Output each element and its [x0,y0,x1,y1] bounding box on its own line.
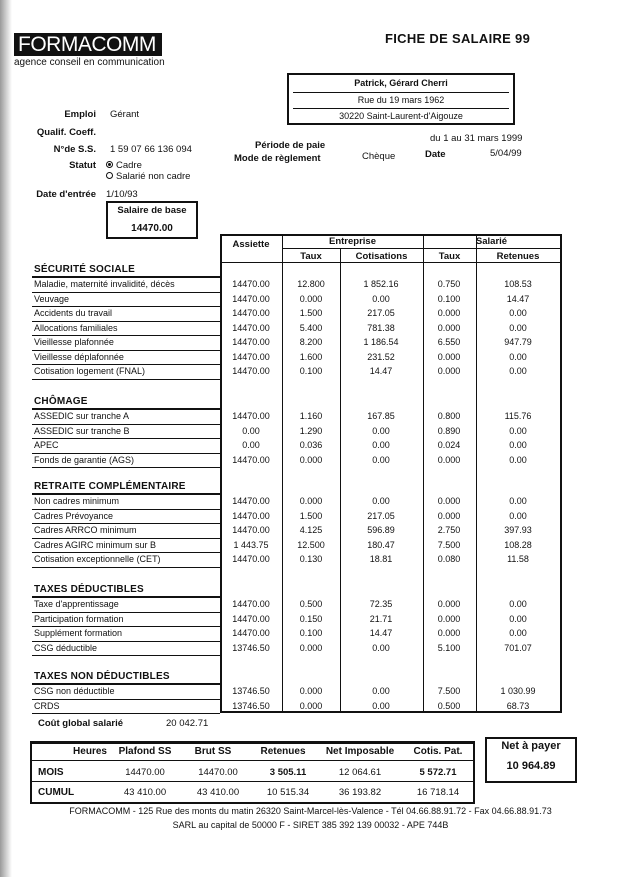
table-row-label: Participation formation [34,613,124,624]
table-row-label: CSG déductible [34,642,98,653]
employee-address-box [287,73,515,125]
summary-rule [30,802,475,804]
section-title: SÉCURITÉ SOCIALE [34,264,135,275]
table-cell: 0.000 [299,454,323,465]
summary-header: Plafond SS [118,746,172,757]
table-row-label: Supplément formation [34,628,123,638]
table-cell: 0.00 [372,686,390,696]
header-assiette: Assiette [232,239,270,250]
table-cell: 0.000 [437,366,461,376]
section-title: CHÔMAGE [34,396,88,407]
table-cell: 0.100 [437,293,461,304]
table-cell: 0.00 [509,613,527,624]
net-a-payer-value: 10 964.89 [506,760,556,772]
summary-rule [30,741,475,744]
table-cell: 1.600 [299,351,323,362]
table-cell: 14470.00 [232,308,270,318]
table-cell: 0.00 [509,599,527,609]
scan-edge-shadow [0,0,12,877]
document-title: FICHE DE SALAIRE 99 [385,31,531,46]
qualif-label: Qualif. Coeff. [36,127,96,138]
summary-cell: 3 505.11 [269,767,307,778]
table-cell: 0.080 [437,554,461,564]
summary-rule [32,781,473,782]
table-cell: 0.00 [509,628,527,638]
table-cell: 0.000 [437,308,461,318]
header-taux-salarie: Taux [438,251,461,262]
section-title: TAXES NON DÉDUCTIBLES [34,671,170,682]
emploi-label: Emploi [64,109,96,120]
table-cell: 14470.00 [232,454,270,465]
table-cell: 0.150 [299,613,323,624]
table-cell: 13746.50 [232,642,270,653]
periode-label: Période de paie [255,140,326,151]
table-cell: 14470.00 [232,496,270,506]
table-cell: 14.47 [369,366,393,376]
table-cell: 14.47 [369,628,393,638]
table-row-label: Non cadres minimum [34,496,120,506]
table-cell: 12.800 [297,279,325,289]
date-label: Date [425,149,446,160]
statut-option-non-cadre: Salarié non cadre [106,171,190,182]
summary-row-label: CUMUL [38,787,75,798]
table-cell: 12.500 [297,539,325,550]
table-cell: 217.05 [367,510,395,521]
table-cell: 0.000 [299,496,323,506]
table-column-rule [476,234,477,711]
table-row-label: Maladie, maternité invalidité, décès [34,279,175,289]
table-row-label: Accidents du travail [34,308,113,318]
row-rule [32,699,220,700]
section-title: RETRAITE COMPLÉMENTAIRE [34,481,186,492]
table-cell: 0.000 [437,510,461,521]
statut-label: Statut [69,160,96,171]
table-cell: 14.47 [506,293,530,304]
table-cell: 1.500 [299,510,323,521]
table-cell: 7.500 [437,686,461,696]
table-cell: 0.00 [509,496,527,506]
table-cell: 2.750 [437,525,461,535]
table-cell: 18.81 [369,554,393,564]
table-row-label: APEC [34,440,59,450]
table-cell: 14470.00 [232,322,270,333]
emploi-value: Gérant [110,109,140,120]
table-cell: 180.47 [367,539,395,550]
radio-checked-icon [106,161,113,168]
table-cell: 1 030.99 [500,686,536,696]
table-cell: 0.00 [509,351,527,362]
summary-cell: 5 572.71 [419,767,457,778]
entree-value: 1/10/93 [106,189,138,200]
table-cell: 1 852.16 [363,279,399,289]
table-cell: 1.290 [299,425,323,436]
table-cell: 0.000 [299,293,323,304]
summary-cell: 16 718.14 [416,787,460,798]
table-cell: 0.00 [372,293,390,304]
entree-label: Date d'entrée [36,189,96,200]
summary-header: Heures [73,746,107,757]
net-a-payer-label: Net à payer [501,740,561,752]
table-cell: 217.05 [367,308,395,318]
table-cell: 5.100 [437,642,461,653]
summary-header: Net Imposable [325,746,395,757]
row-rule [32,523,220,524]
table-cell: 0.130 [299,554,323,564]
row-rule [32,509,220,510]
salaire-base-box [106,201,198,239]
table-row-label: Fonds de garantie (AGS) [34,454,135,465]
table-cell: 0.000 [437,496,461,506]
summary-header: Cotis. Pat. [413,746,463,757]
row-rule [32,612,220,613]
table-cell: 0.000 [437,454,461,465]
table-cell: 0.00 [509,366,527,376]
table-row-label: Vieillesse plafonnée [34,337,114,347]
table-cell: 0.024 [437,440,461,450]
table-cell: 0.000 [299,642,323,653]
row-rule [32,321,220,322]
table-row-label: Allocations familiales [34,322,118,333]
table-cell: 11.58 [507,554,529,564]
cout-global-value: 20 042.71 [166,718,209,729]
radio-unchecked-icon [106,172,113,179]
table-cell: 21.71 [369,613,393,624]
table-header-mid-rule [282,248,560,249]
ss-value: 1 59 07 66 136 094 [110,144,192,155]
summary-cell: 14470.00 [198,767,238,778]
ss-label: N°de S.S. [53,144,96,155]
table-cell: 0.500 [437,700,461,711]
table-cell: 0.00 [242,425,260,436]
table-column-rule [282,234,283,711]
table-cell: 0.000 [437,613,461,624]
table-cell: 1 186.54 [363,337,399,347]
row-rule [32,641,220,642]
table-cell: 0.00 [509,510,527,521]
table-cell: 0.100 [299,628,323,638]
table-row-label: CSG non déductible [34,686,115,696]
salaire-base-label: Salaire de base [117,205,187,216]
reglement-label: Mode de règlement [234,153,321,164]
net-box-rule [485,781,577,783]
table-cell: 14470.00 [232,628,270,638]
table-cell: 0.00 [372,425,390,436]
summary-cell: 12 064.61 [338,767,382,778]
header-retenues: Retenues [496,251,540,262]
table-row-label: Cadres Prévoyance [34,510,114,521]
header-cotisations: Cotisations [355,251,408,262]
section-title-rule [32,596,220,598]
table-cell: 7.500 [437,539,461,550]
table-cell: 167.85 [367,411,395,421]
employee-address-line1: Rue du 19 mars 1962 [357,95,445,105]
table-cell: 14470.00 [232,525,270,535]
summary-cell: 14470.00 [125,767,165,778]
table-cell: 0.00 [372,642,390,653]
table-cell: 14470.00 [232,351,270,362]
section-title-rule [32,408,220,410]
table-column-rule [560,234,562,711]
table-cell: 0.036 [299,440,323,450]
table-cell: 0.000 [437,322,461,333]
table-cell: 72.35 [369,599,393,609]
cout-global-label: Coût global salarié [38,718,123,729]
row-rule [32,438,220,439]
periode-value: du 1 au 31 mars 1999 [430,133,523,144]
summary-cell: 36 193.82 [338,787,382,798]
table-cell: 0.000 [437,628,461,638]
table-cell: 14470.00 [232,293,270,304]
table-row-label: Cotisation exceptionnelle (CET) [34,554,161,564]
table-cell: 1.500 [299,308,323,318]
table-bottom-rule [220,711,562,713]
table-cell: 8.200 [299,337,323,347]
section-title-rule [32,683,220,685]
table-cell: 0.00 [509,440,527,450]
table-cell: 0.00 [509,425,527,436]
section-title-rule [32,493,220,495]
table-cell: 4.125 [299,525,323,535]
company-tagline: agence conseil en communication [14,57,165,68]
table-cell: 0.00 [509,308,527,318]
row-rule [32,538,220,539]
table-cell: 0.000 [299,686,323,696]
table-cell: 6.550 [437,337,461,347]
summary-header: Brut SS [194,746,232,757]
footer-legal: SARL au capital de 50000 F - SIRET 385 392 139 00032 - APE 744B [172,820,449,830]
row-rule [32,655,220,656]
summary-row-label: MOIS [38,767,64,778]
table-cell: 13746.50 [232,686,270,696]
table-cell: 108.53 [504,279,532,289]
table-column-rule [423,234,424,711]
table-cell: 0.00 [509,454,527,465]
header-entreprise: Entreprise [329,236,376,247]
statut-option-cadre: Cadre [106,160,142,171]
company-logo: FORMACOMM [14,33,162,56]
summary-rule [32,760,473,761]
table-cell: 0.100 [299,366,323,376]
table-cell: 0.800 [437,411,461,421]
row-rule [32,335,220,336]
employee-name: Patrick, Gérard Cherri [354,78,448,88]
table-cell: 596.89 [367,525,395,535]
table-cell: 781.38 [367,322,395,333]
section-title: TAXES DÉDUCTIBLES [34,584,144,595]
table-row-label: ASSEDIC sur tranche B [34,425,130,436]
table-cell: 397.93 [504,525,532,535]
header-taux-entreprise: Taux [300,251,322,262]
net-box-rule [485,737,577,739]
row-rule [32,350,220,351]
table-cell: 13746.50 [232,700,270,711]
table-header-bottom-rule [220,262,562,263]
row-rule [32,713,220,714]
table-cell: 115.76 [504,411,532,421]
table-cell: 701.07 [504,642,532,653]
table-cell: 0.000 [299,700,323,711]
table-row-label: Cotisation logement (FNAL) [34,366,146,376]
table-cell: 1 443.75 [233,539,269,550]
table-cell: 0.00 [372,700,390,711]
summary-header: Retenues [260,746,306,757]
table-cell: 14470.00 [232,613,270,624]
row-rule [32,364,220,365]
table-row-label: CRDS [34,700,60,711]
table-cell: 231.52 [367,351,395,362]
row-rule [32,453,220,454]
table-cell: 68.73 [506,700,530,711]
table-row-label: Cadres ARRCO minimum [34,525,137,535]
table-cell: 14470.00 [232,337,270,347]
table-cell: 5.400 [299,322,323,333]
table-row-label: Taxe d'apprentissage [34,599,119,609]
table-cell: 0.000 [437,351,461,362]
table-cell: 0.00 [372,454,390,465]
table-cell: 108.28 [504,539,532,550]
table-cell: 14470.00 [232,279,270,289]
summary-cell: 43 410.00 [196,787,240,798]
table-cell: 0.00 [372,496,390,506]
employee-address-line2: 30220 Saint-Laurent-d'Aigouze [339,111,463,121]
table-row-label: Vieillesse déplafonnée [34,351,124,362]
row-rule [32,379,220,380]
table-cell: 0.00 [509,322,527,333]
table-cell: 0.500 [299,599,323,609]
table-cell: 0.750 [437,279,461,289]
table-cell: 0.000 [437,599,461,609]
table-row-label: Veuvage [34,293,70,304]
table-cell: 0.00 [372,440,390,450]
row-rule [32,467,220,468]
table-cell: 14470.00 [232,411,270,421]
table-cell: 0.890 [437,425,461,436]
reglement-value: Chèque [362,151,396,162]
summary-cell: 43 410.00 [123,787,167,798]
table-cell: 1.160 [299,411,323,421]
footer-address: FORMACOMM - 125 Rue des monts du matin 26320 Saint-Marcel-lès-Valence - Tél 04.66.88.91.72 - Fax 04.66.88.91.73 [69,806,552,816]
summary-rule [30,741,32,804]
row-rule [32,552,220,553]
row-rule [32,292,220,293]
date-value: 5/04/99 [490,148,522,159]
table-cell: 14470.00 [232,554,270,564]
salaire-base-value: 14470.00 [131,223,173,234]
table-row-label: ASSEDIC sur tranche A [34,411,130,421]
table-row-label: Cadres AGIRC minimum sur B [34,539,157,550]
row-rule [32,424,220,425]
summary-cell: 10 515.34 [266,787,310,798]
row-rule [32,626,220,627]
row-rule [32,567,220,568]
table-column-rule [220,234,222,711]
table-cell: 0.00 [242,440,260,450]
table-cell: 947.79 [504,337,532,347]
table-cell: 14470.00 [232,366,270,376]
table-cell: 14470.00 [232,510,270,521]
table-cell: 14470.00 [232,599,270,609]
row-rule [32,306,220,307]
section-title-rule [32,276,220,278]
header-salarie: Salarié [475,236,508,247]
